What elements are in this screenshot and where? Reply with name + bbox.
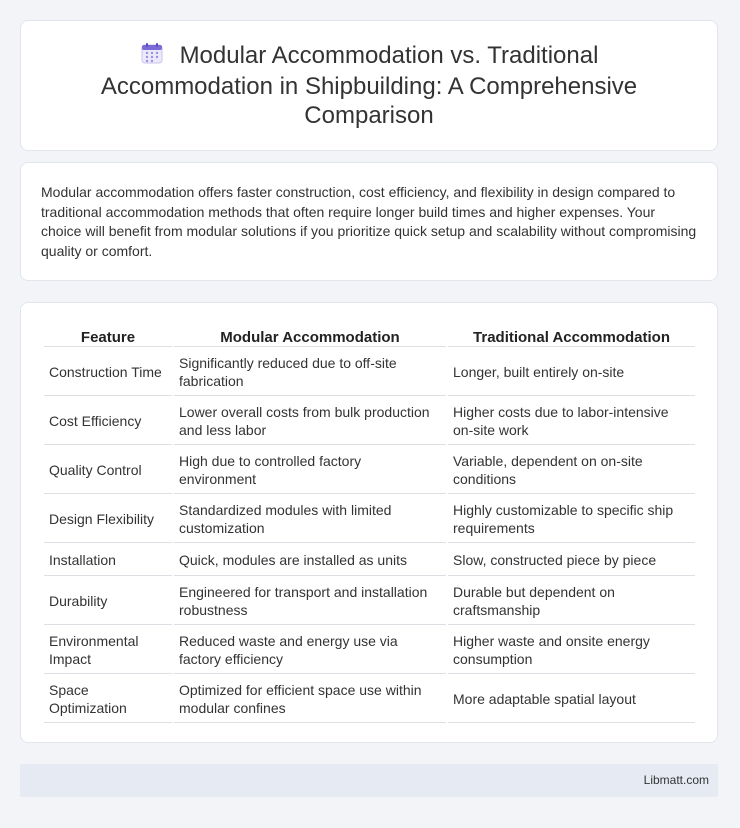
intro-card [20,162,718,281]
calendar-icon [140,41,164,72]
table-row [44,349,695,396]
feature-cell: Space Optimization [44,676,172,723]
feature-cell: Quality Control [44,447,172,494]
footer [20,764,718,797]
modular-cell: High due to controlled factory environment [174,447,446,494]
table-row [44,578,695,625]
table-row [44,627,695,674]
table-row [44,545,695,576]
modular-cell: Standardized modules with limited customization [174,496,446,543]
intro-text: Modular accommodation offers faster construction, cost efficiency, and flexibility in design compared to traditional accommodation methods that often require longer build times and higher expenses. Your choice will benefit from modular solutions if you prioritize quick setup and scalability without compromising quality or comfort. [41,184,697,259]
table-header-row [44,327,695,347]
comparison-table [42,325,697,725]
table-row [44,398,695,445]
comparison-card [20,302,718,743]
table-row [44,676,695,723]
modular-cell: Quick, modules are installed as units [174,545,446,576]
footer-brand-link[interactable]: Libmatt.com [643,773,709,787]
feature-cell: Installation [44,545,172,576]
page-title [69,41,669,130]
traditional-cell: Variable, dependent on on-site conditions [448,447,695,494]
table-row [44,447,695,494]
traditional-cell: Higher costs due to labor-intensive on-site work [448,398,695,445]
feature-cell: Cost Efficiency [44,398,172,445]
feature-cell: Design Flexibility [44,496,172,543]
modular-cell: Reduced waste and energy use via factory efficiency [174,627,446,674]
feature-cell: Environmental Impact [44,627,172,674]
feature-cell: Construction Time [44,349,172,396]
modular-cell: Lower overall costs from bulk production and less labor [174,398,446,445]
column-header-traditional: Traditional Accommodation [448,327,695,347]
traditional-cell: Higher waste and onsite energy consumption [448,627,695,674]
page-title-text: Modular Accommodation vs. Traditional Accommodation in Shipbuilding: A Comprehensive Comparison [100,42,638,129]
modular-cell: Engineered for transport and installation robustness [174,578,446,625]
traditional-cell: Durable but dependent on craftsmanship [448,578,695,625]
traditional-cell: Longer, built entirely on-site [448,349,695,396]
title-card [20,20,718,151]
table-row [44,496,695,543]
traditional-cell: Slow, constructed piece by piece [448,545,695,576]
column-header-modular: Modular Accommodation [174,327,446,347]
traditional-cell: More adaptable spatial layout [448,676,695,723]
feature-cell: Durability [44,578,172,625]
modular-cell: Significantly reduced due to off-site fabrication [174,349,446,396]
column-header-feature: Feature [44,327,172,347]
traditional-cell: Highly customizable to specific ship requirements [448,496,695,543]
modular-cell: Optimized for efficient space use within modular confines [174,676,446,723]
